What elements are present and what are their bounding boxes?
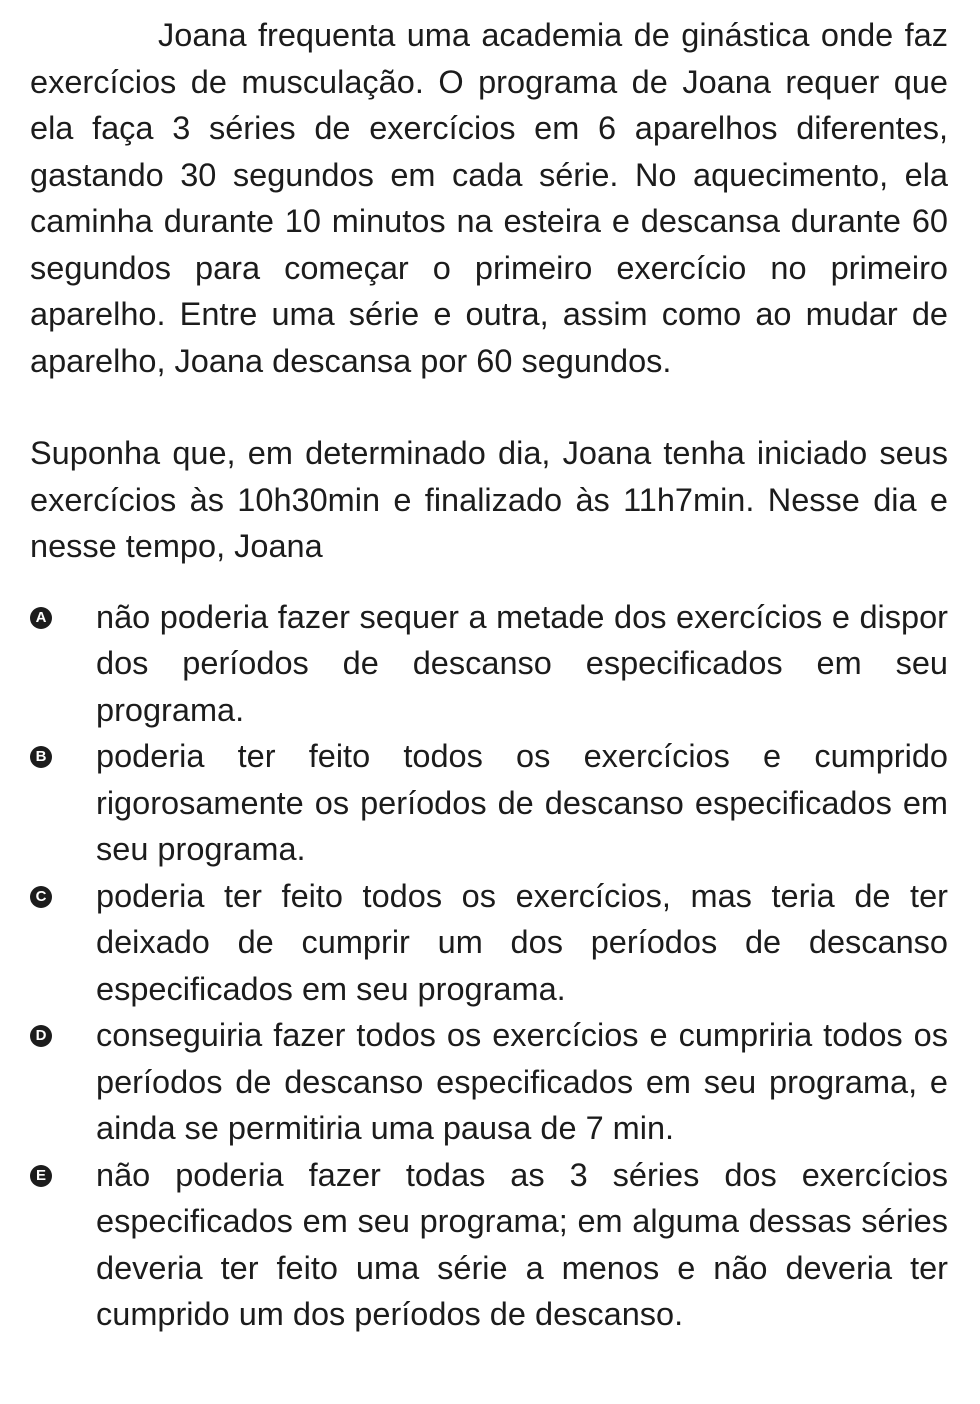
question-page bbox=[30, 12, 948, 1338]
option-c-marker bbox=[30, 873, 96, 920]
option-d-marker bbox=[30, 1012, 96, 1059]
option-a[interactable] bbox=[30, 594, 948, 734]
option-b[interactable] bbox=[30, 733, 948, 873]
option-e-text: não poderia fazer todas as 3 séries dos exercícios especificados em seu programa; em alguma dessas séries deveria ter feito uma série a menos e não deveria ter cumprido um dos períodos de descanso. bbox=[96, 1156, 948, 1332]
option-a-text: não poderia fazer sequer a metade dos exercícios e dispor dos períodos de descanso especificados em seu programa. bbox=[96, 598, 948, 728]
answer-options bbox=[30, 594, 948, 1338]
option-b-text: poderia ter feito todos os exercícios e cumprido rigorosamente os períodos de descanso especificados em seu programa. bbox=[96, 738, 948, 867]
statement-paragraph-1: Joana frequenta uma academia de ginástica onde faz exercícios de musculação. O programa de Joana requer que ela faça 3 séries de exercícios em 6 aparelhos diferentes, gastando 30 segundos em cada série. No aquecimento, ela caminha durante 10 minutos na esteira e descansa durante 60 segundos para começar o primeiro exercício no primeiro aparelho. Entre uma série e outra, assim como ao mudar de aparelho, Joana descansa por 60 segundos. bbox=[30, 17, 948, 379]
option-e[interactable] bbox=[30, 1152, 948, 1338]
option-e-badge: E bbox=[30, 1165, 52, 1187]
statement-paragraph-2: Suponha que, em determinado dia, Joana tenha iniciado seus exercícios às 10h30min e finalizado às 11h7min. Nesse dia e nesse tempo, Joana bbox=[30, 435, 948, 564]
option-a-badge: A bbox=[30, 607, 52, 629]
option-a-marker bbox=[30, 594, 96, 641]
option-d-badge: D bbox=[30, 1025, 52, 1047]
option-b-marker bbox=[30, 733, 96, 780]
option-e-marker bbox=[30, 1152, 96, 1199]
paragraph-spacer bbox=[30, 384, 948, 430]
option-c-badge: C bbox=[30, 886, 52, 908]
option-c-text: poderia ter feito todos os exercícios, mas teria de ter deixado de cumprir um dos períodos de descanso especificados em seu programa. bbox=[96, 877, 948, 1007]
option-d-text: conseguiria fazer todos os exercícios e cumpriria todos os períodos de descanso especificados em seu programa, e ainda se permitiria uma pausa de 7 min. bbox=[96, 1017, 948, 1146]
option-b-badge: B bbox=[30, 746, 52, 768]
option-d[interactable] bbox=[30, 1012, 948, 1152]
option-c[interactable] bbox=[30, 873, 948, 1013]
